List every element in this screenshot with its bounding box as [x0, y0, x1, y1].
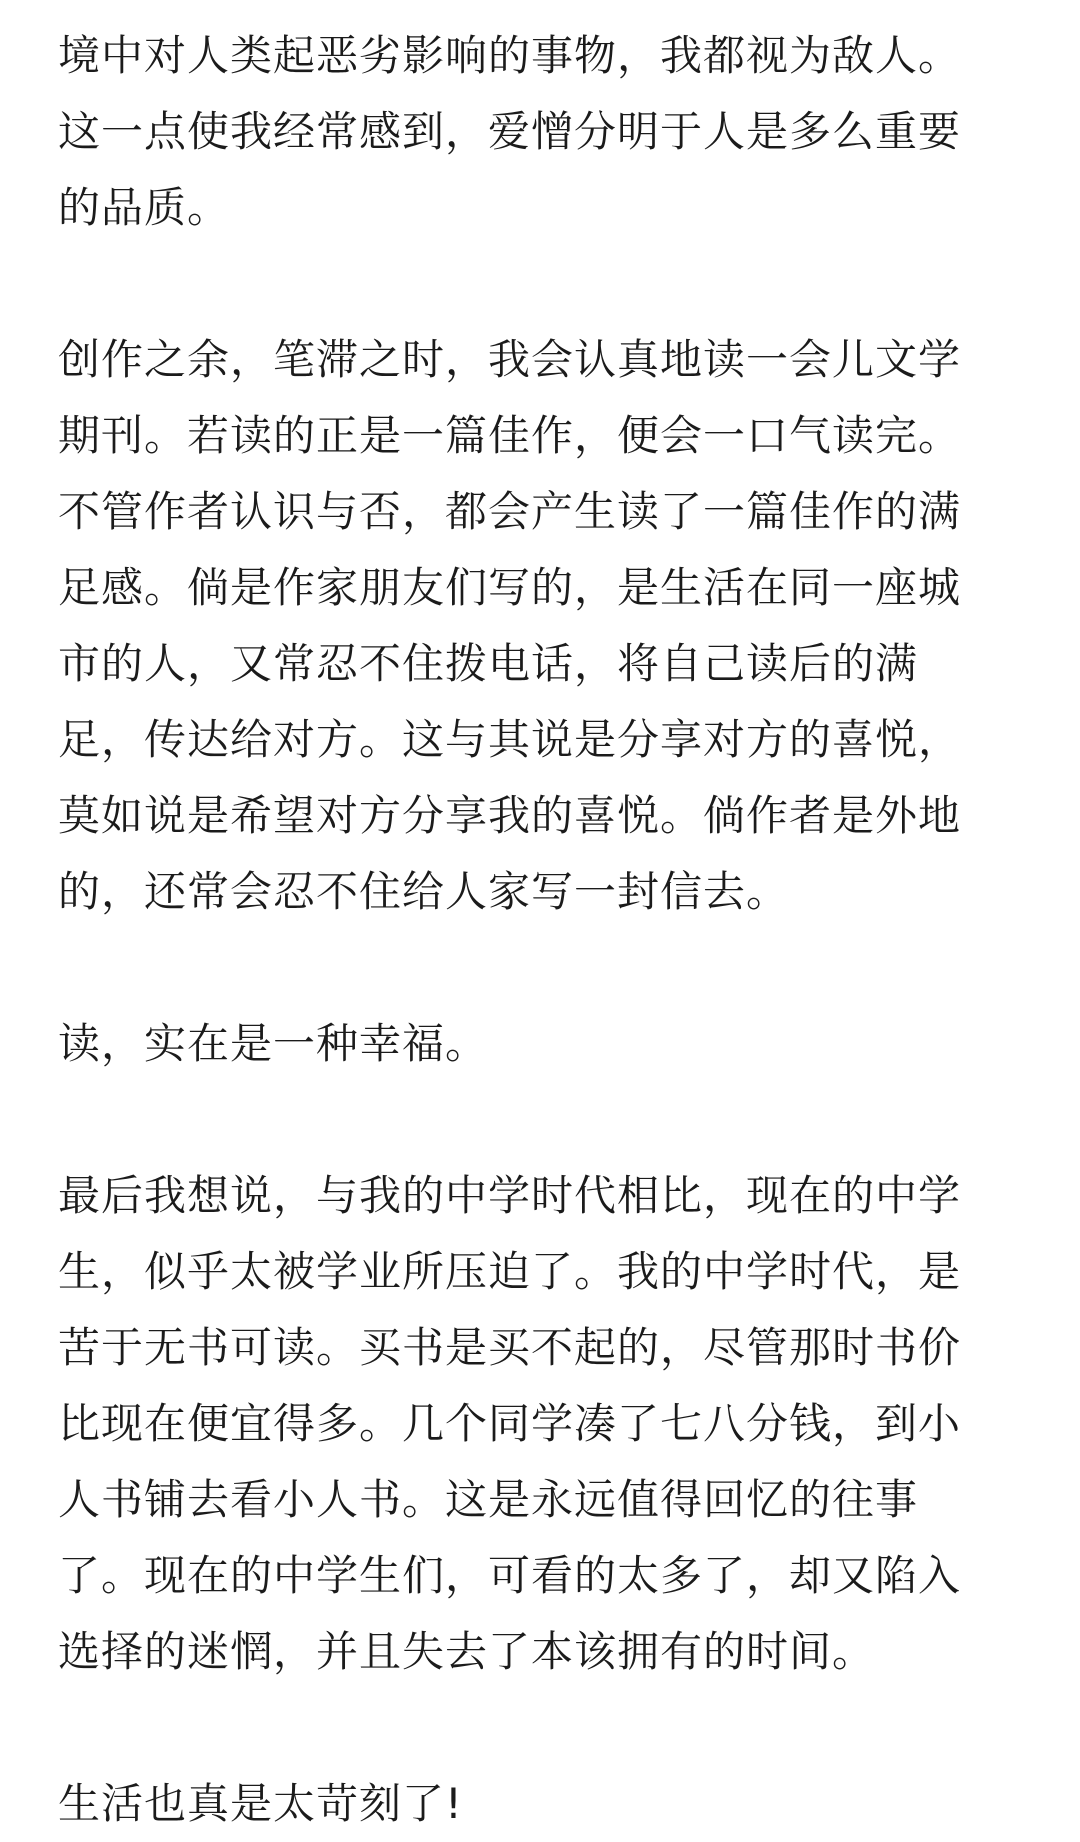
- text-line: 最后我想说，与我的中学时代相比，现在的中学: [58, 1171, 962, 1220]
- text-line: 不管作者认识与否，都会产生读了一篇佳作的满: [58, 487, 962, 536]
- text-line: 的品质。: [58, 183, 231, 232]
- text-line: 选择的迷惘，并且失去了本该拥有的时间。: [58, 1627, 876, 1676]
- text-line: 莫如说是希望对方分享我的喜悦。倘作者是外地: [58, 791, 962, 840]
- text-line: 境中对人类起恶劣影响的事物，我都视为敌人。: [58, 31, 962, 80]
- paragraph-1: [58, 18, 1028, 246]
- text-line: 了。现在的中学生们，可看的太多了，却又陷入: [58, 1551, 962, 1600]
- paragraph-4: [58, 1158, 1028, 1690]
- paragraph-2: [58, 322, 1028, 930]
- text-line: 人书铺去看小人书。这是永远值得回忆的往事: [58, 1475, 919, 1524]
- text-line: 足感。倘是作家朋友们写的，是生活在同一座城: [58, 563, 962, 612]
- text-line: 创作之余，笔滞之时，我会认真地读一会儿文学: [58, 335, 962, 384]
- text-line: 市的人，又常忍不住拨电话，将自己读后的满: [58, 639, 919, 688]
- paragraph-3: [58, 1006, 1028, 1082]
- text-line: 生，似乎太被学业所压迫了。我的中学时代，是: [58, 1247, 962, 1296]
- text-line: 期刊。若读的正是一篇佳作，便会一口气读完。: [58, 411, 962, 460]
- text-line: 的，还常会忍不住给人家写一封信去。: [58, 867, 790, 916]
- paragraph-5: [58, 1766, 1028, 1842]
- text-line: 这一点使我经常感到，爱憎分明于人是多么重要: [58, 107, 962, 156]
- text-line: 读，实在是一种幸福。: [58, 1019, 489, 1068]
- text-line: 生活也真是太苛刻了!: [58, 1779, 463, 1828]
- text-line: 比现在便宜得多。几个同学凑了七八分钱，到小: [58, 1399, 962, 1448]
- text-line: 足，传达给对方。这与其说是分享对方的喜悦，: [58, 715, 962, 764]
- article-body: [58, 18, 1028, 1842]
- text-line: 苦于无书可读。买书是买不起的，尽管那时书价: [58, 1323, 962, 1372]
